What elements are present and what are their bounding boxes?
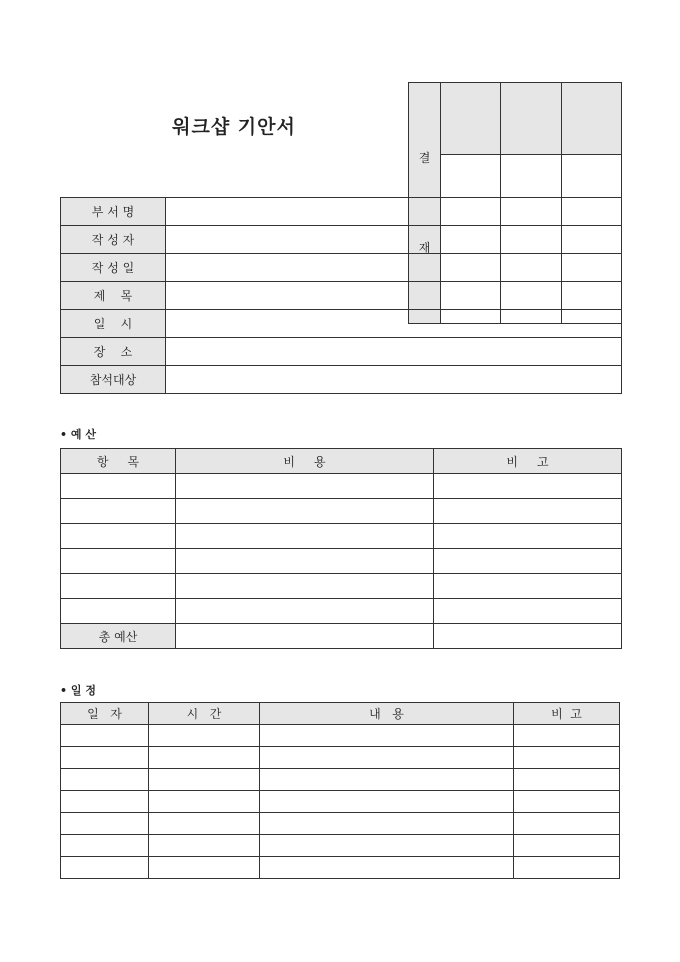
info-value-subject[interactable] xyxy=(166,282,622,310)
budget-cell[interactable] xyxy=(434,474,622,499)
schedule-cell[interactable] xyxy=(260,747,514,769)
budget-cell[interactable] xyxy=(434,574,622,599)
budget-header-cost: 비 용 xyxy=(176,449,434,474)
budget-total-row xyxy=(61,624,622,649)
schedule-cell[interactable] xyxy=(260,813,514,835)
schedule-cell[interactable] xyxy=(61,791,149,813)
budget-table xyxy=(60,448,622,649)
budget-cell[interactable] xyxy=(61,574,176,599)
info-row xyxy=(61,198,622,226)
budget-section-title: • 예 산 xyxy=(60,428,96,441)
schedule-cell[interactable] xyxy=(149,747,260,769)
approval-header-cell xyxy=(441,83,501,155)
approval-header-cell xyxy=(501,83,561,155)
schedule-cell[interactable] xyxy=(61,857,149,879)
schedule-cell[interactable] xyxy=(260,725,514,747)
budget-cell[interactable] xyxy=(434,499,622,524)
schedule-row xyxy=(61,857,620,879)
schedule-cell[interactable] xyxy=(514,791,620,813)
schedule-header-content: 내 용 xyxy=(260,703,514,725)
schedule-cell[interactable] xyxy=(61,769,149,791)
schedule-row xyxy=(61,813,620,835)
info-value-author[interactable] xyxy=(166,226,622,254)
schedule-cell[interactable] xyxy=(514,813,620,835)
budget-total-label: 총 예산 xyxy=(61,624,176,649)
schedule-cell[interactable] xyxy=(514,857,620,879)
budget-cell[interactable] xyxy=(434,599,622,624)
schedule-cell[interactable] xyxy=(149,791,260,813)
schedule-header-date: 일 자 xyxy=(61,703,149,725)
schedule-section-title: • 일 정 xyxy=(60,684,96,697)
schedule-cell[interactable] xyxy=(61,725,149,747)
budget-cell[interactable] xyxy=(176,524,434,549)
schedule-cell[interactable] xyxy=(61,813,149,835)
schedule-cell[interactable] xyxy=(260,857,514,879)
schedule-cell[interactable] xyxy=(149,725,260,747)
budget-cell[interactable] xyxy=(61,524,176,549)
info-label-author: 작 성 자 xyxy=(61,226,166,254)
info-label-datetime: 일 시 xyxy=(61,310,166,338)
info-value-dept[interactable] xyxy=(166,198,622,226)
info-label-subject: 제 목 xyxy=(61,282,166,310)
approval-header-cell xyxy=(561,83,621,155)
budget-cell[interactable] xyxy=(61,499,176,524)
budget-cell[interactable] xyxy=(434,549,622,574)
info-value-date[interactable] xyxy=(166,254,622,282)
approval-label-bottom: 재 xyxy=(418,241,431,255)
schedule-header-row xyxy=(61,703,620,725)
info-row xyxy=(61,282,622,310)
budget-cell[interactable] xyxy=(176,549,434,574)
schedule-row xyxy=(61,747,620,769)
info-label-location: 장 소 xyxy=(61,338,166,366)
schedule-cell[interactable] xyxy=(61,835,149,857)
budget-total-value[interactable] xyxy=(176,624,434,649)
budget-row xyxy=(61,474,622,499)
info-label-dept: 부 서 명 xyxy=(61,198,166,226)
budget-row xyxy=(61,524,622,549)
budget-total-note[interactable] xyxy=(434,624,622,649)
schedule-cell[interactable] xyxy=(514,725,620,747)
approval-label-top: 결 xyxy=(418,151,431,165)
info-row xyxy=(61,310,622,338)
schedule-header-time: 시 간 xyxy=(149,703,260,725)
budget-cell[interactable] xyxy=(176,574,434,599)
budget-cell[interactable] xyxy=(61,549,176,574)
info-label-date: 작 성 일 xyxy=(61,254,166,282)
schedule-cell[interactable] xyxy=(514,747,620,769)
info-value-location[interactable] xyxy=(166,338,622,366)
schedule-table xyxy=(60,702,620,879)
budget-header-row xyxy=(61,449,622,474)
info-value-datetime[interactable] xyxy=(166,310,622,338)
budget-row xyxy=(61,499,622,524)
schedule-cell[interactable] xyxy=(149,769,260,791)
schedule-cell[interactable] xyxy=(149,813,260,835)
budget-header-note: 비 고 xyxy=(434,449,622,474)
schedule-row xyxy=(61,835,620,857)
schedule-cell[interactable] xyxy=(61,747,149,769)
budget-cell[interactable] xyxy=(176,499,434,524)
info-row xyxy=(61,226,622,254)
budget-cell[interactable] xyxy=(61,474,176,499)
document-title: 워크샵 기안서 xyxy=(172,116,296,138)
schedule-cell[interactable] xyxy=(260,835,514,857)
schedule-row xyxy=(61,769,620,791)
info-row xyxy=(61,254,622,282)
budget-row xyxy=(61,574,622,599)
info-label-attendees: 참석대상 xyxy=(61,366,166,394)
budget-cell[interactable] xyxy=(434,524,622,549)
info-row xyxy=(61,366,622,394)
schedule-cell[interactable] xyxy=(149,835,260,857)
schedule-cell[interactable] xyxy=(514,769,620,791)
schedule-cell[interactable] xyxy=(149,857,260,879)
schedule-cell[interactable] xyxy=(260,791,514,813)
info-table xyxy=(60,197,622,394)
budget-row xyxy=(61,549,622,574)
budget-cell[interactable] xyxy=(61,599,176,624)
budget-row xyxy=(61,599,622,624)
schedule-cell[interactable] xyxy=(260,769,514,791)
budget-header-item: 항 목 xyxy=(61,449,176,474)
schedule-row xyxy=(61,791,620,813)
schedule-cell[interactable] xyxy=(514,835,620,857)
schedule-row xyxy=(61,725,620,747)
budget-cell[interactable] xyxy=(176,474,434,499)
budget-cell[interactable] xyxy=(176,599,434,624)
info-row xyxy=(61,338,622,366)
schedule-header-note: 비 고 xyxy=(514,703,620,725)
info-value-attendees[interactable] xyxy=(166,366,622,394)
